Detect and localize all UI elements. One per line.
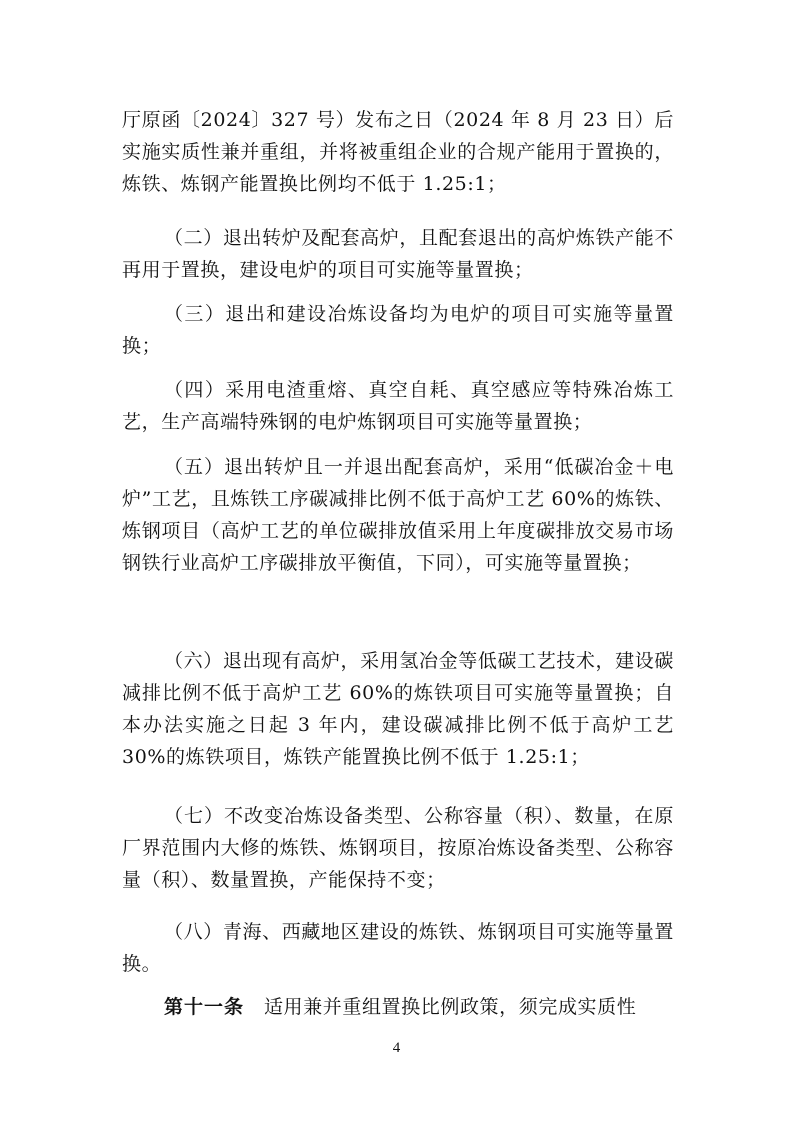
paragraph-item-4: （四）采用电渣重熔、真空自耗、真空感应等特殊冶炼工艺，生产高端特殊钢的电炉炼钢项目可实施等量置换； [122, 379, 674, 433]
paragraph-item-6: （六）退出现有高炉，采用氢冶金等低碳工艺技术，建设碳减排比例不低于高炉工艺 60%的炼铁项目可实施等量置换；自本办法实施之日起 3 年内，建设碳减排比例不低于高炉工艺 30%的炼铁项目，炼铁产能置换比例不低于 1.25:1； [122, 650, 674, 768]
paragraph-item-5: （五）退出转炉且一并退出配套高炉，采用“低碳冶金＋电炉”工艺，且炼铁工序碳减排比例不低于高炉工艺 60%的炼铁、炼钢项目（高炉工艺的单位碳排放值采用上年度碳排放交易市场钢铁行业高炉工序碳排放平衡值，下同），可实施等量置换； [122, 456, 674, 574]
article-heading: 第十一条 [164, 996, 245, 1018]
article-paragraph [122, 991, 674, 1023]
paragraph-item-7: （七）不改变冶炼设备类型、公称容量（积）、数量，在原厂界范围内大修的炼铁、炼钢项目，按原冶炼设备类型、公称容量（积）、数量置换，产能保持不变； [122, 805, 674, 891]
paragraph-item-8: （八）青海、西藏地区建设的炼铁、炼钢项目可实施等量置换。 [122, 921, 674, 975]
page-number: 4 [392, 1040, 401, 1056]
paragraph-item-3: （三）退出和建设冶炼设备均为电炉的项目可实施等量置换； [122, 303, 674, 357]
paragraph-continuation: 厅原函〔2024〕327 号）发布之日（2024 年 8 月 23 日）后实施实质性兼并重组，并将被重组企业的合规产能用于置换的，炼铁、炼钢产能置换比例均不低于 1.25:1； [122, 109, 674, 195]
article-spacer [244, 996, 264, 1018]
paragraph-item-2: （二）退出转炉及配套高炉，且配套退出的高炉炼铁产能不再用于置换，建设电炉的项目可实施等量置换； [122, 227, 674, 281]
article-text: 适用兼并重组置换比例政策，须完成实质性 [263, 996, 637, 1018]
